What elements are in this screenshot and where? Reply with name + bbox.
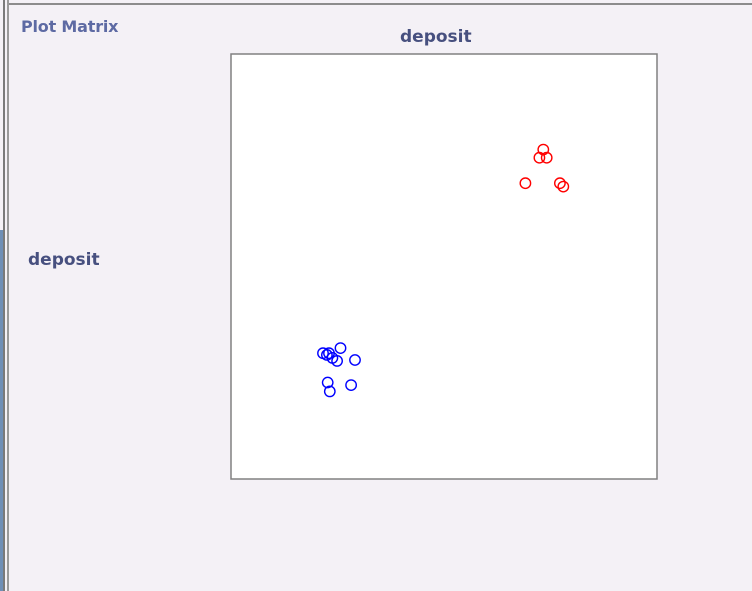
plot-area[interactable] bbox=[231, 54, 657, 479]
row-variable-label: deposit bbox=[28, 250, 100, 270]
panel-title: Plot Matrix bbox=[21, 17, 119, 36]
column-variable-label: deposit bbox=[400, 27, 472, 47]
